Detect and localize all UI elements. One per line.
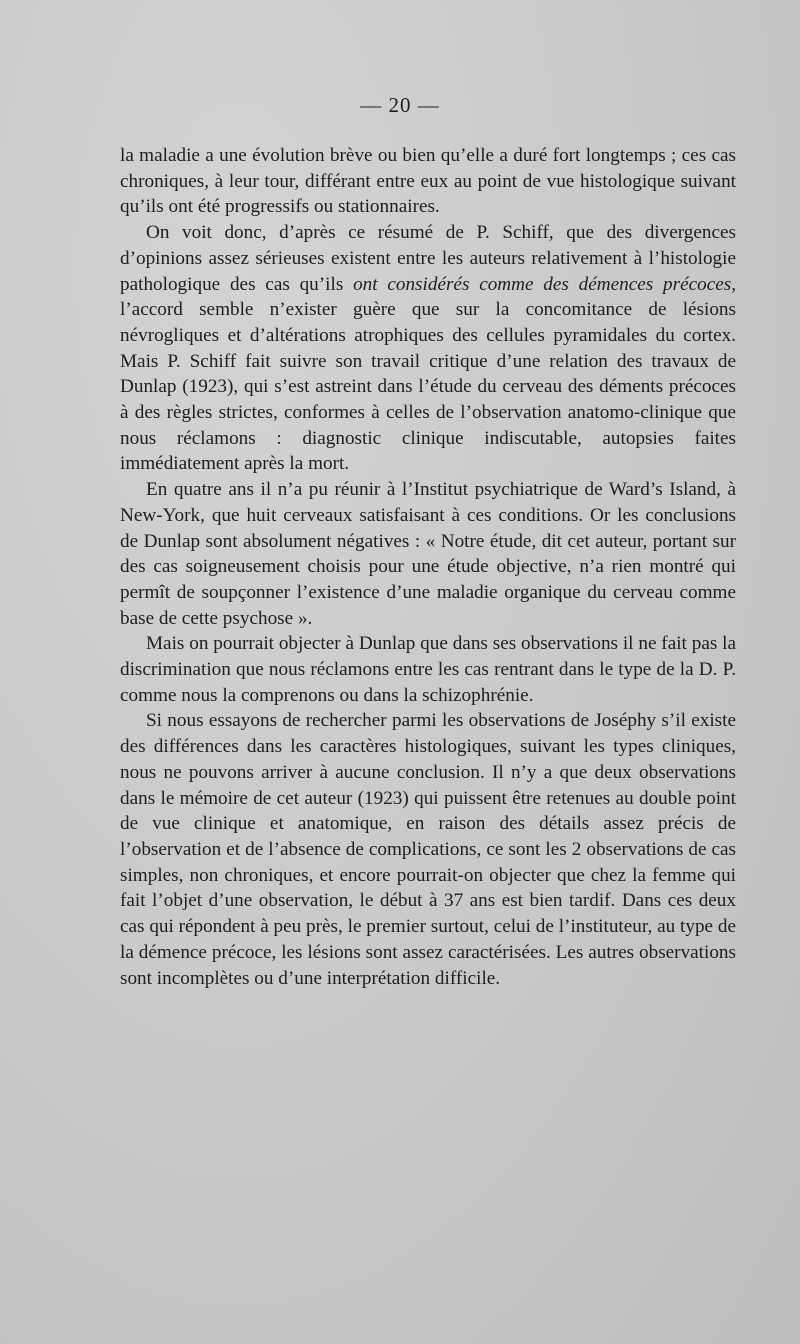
body-text: [120, 143, 736, 991]
paragraph-2-start: On voit donc, d’après ce résumé de P. Schiff, que des divergences d’opinions assez sérieuses existent entre les auteurs relativement à l’histologie pathologique des cas qu’ils: [120, 222, 736, 295]
paragraph-5: Si nous essayons de rechercher parmi les observations de Joséphy s’il existe des différences dans les caractères histologiques, suivant les types cliniques, nous ne pouvons arriver à aucune conclusion. Il n’y a que deux observations dans le mémoire de cet auteur (1923) qui puissent être retenues au double point de vue clinique et anatomique, en raison des détails assez précis de l’observation et de l’absence de complications, ce sont les 2 observations de cas simples, non chroniques, et encore pourrait-on objecter que chez la femme qui fait l’objet d’une observation, le début à 37 ans est bien tardif. Dans ces deux cas qui répondent à peu près, le premier surtout, celui de l’instituteur, au type de la démence précoce, les lésions sont assez caractérisées. Les autres observations sont incomplètes ou d’une interprétation difficile.: [120, 710, 736, 989]
paragraph-2-end: l’accord semble n’exister guère que sur la concomitance de lésions névrogliques et d’altérations atrophiques des cellules pyramidales du cortex. Mais P. Schiff fait suivre son travail critique d’une relation des travaux de Dunlap (1923), qui s’est astreint dans l’étude du cerveau des déments précoces à des règles strictes, conformes à celles de l’observation anatomo-clinique que nous réclamons : diagnostic clinique indiscutable, autopsies faites immédiatement après la mort.: [120, 299, 736, 475]
paragraph-4: Mais on pourrait objecter à Dunlap que dans ses observations il ne fait pas la discrimination que nous réclamons entre les cas rentrant dans le type de la D. P. comme nous la comprenons ou dans la schizophrénie.: [120, 633, 736, 706]
page-number: — 20 —: [360, 93, 440, 117]
paragraph-2: [120, 220, 736, 477]
paragraph-2-italic: ont considérés comme des démences précoces,: [353, 273, 736, 295]
paragraph-1: la maladie a une évolution brève ou bien qu’elle a duré fort longtemps ; ces cas chroniques, à leur tour, différant entre eux au point de vue histologique suivant qu’ils ont été progressifs ou stationnaires.: [120, 145, 736, 218]
paragraph-3: En quatre ans il n’a pu réunir à l’Institut psychiatrique de Ward’s Island, à New-York, que huit cerveaux satisfaisant à ces conditions. Or les conclusions de Dunlap sont absolument négatives : « Notre étude, dit cet auteur, portant sur des cas soigneusement choisis pour une étude objective, n’a rien montré qui permît de soupçonner l’existence d’une maladie organique du cerveau comme base de cette psychose ».: [120, 479, 736, 629]
